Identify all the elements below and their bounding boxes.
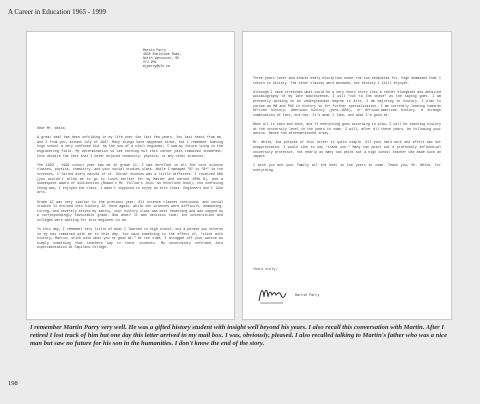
letter-body xyxy=(37,126,223,255)
page-number: 198 xyxy=(8,380,18,387)
letter-paragraph: A great deal has been unfolding in my life over the last few years. You last heard from me, and I from you, around July of 1997. Many things have happened since, but I remember leaving high school a very confused kid. As the son of a civil engineer, I saw my future lying in the engineering field. My determination to see nothing but this career path remained steadfast; this despite the fact that I never enjoyed chemistry, physics, or any other sciences. xyxy=(37,135,223,158)
letter-closing: Yours truly, xyxy=(253,268,278,272)
address-line: North Vancouver, BC xyxy=(143,56,180,60)
address-line: Martin Parry xyxy=(143,48,166,52)
letter-paragraph: When all is said and done, and if everything goes according to plan, I will be teaching history at the university level in the years to come. I will, after all these years, be following your advice. Hence the aforementioned irony. xyxy=(253,121,441,136)
letter-paragraph: To this day, I remember very little of what I learned in high school, but a phrase you uttered in my has remained with me to this day. You said something to the effect of, "stick with history, Martin; stick with what you're good at." At the time, I shrugged off your advice as simply something that teachers say to their students. My uncertainty unfolded into experimentation at Capilano College. xyxy=(37,227,223,250)
letter-page-2 xyxy=(242,31,452,320)
address-line: 3030 Edelstone Road, xyxy=(143,52,182,56)
letter-caption: I remember Martin Parry very well. He was a gifted history student with insight well beyond his years. I also recall this conversation with Martin. After I retired I lost track of him but one day this letter arrived in my mail box. I was, obviously, pleased. I also recalled talking to Martin's father who was a nice man but saw no future for his son in the humanities. I don't know the end of the story. xyxy=(30,324,448,348)
sender-address xyxy=(143,48,181,68)
letter-page-1 xyxy=(26,31,235,320)
letter-paragraph: The 1993 - 1996 school year saw me in grade 11. I was enrolled in all the core science classes, physics, chemistry, and your social studies class. While I managed "B" to "B+" in the sciences, I failed every minute of it. Social studies was a little different. I received 96% (you wouldn't allow me to go to lunch earlier for my Master and earned 100% B), and a subsequent award of distinction (Rowan's Mt. Follow's Join, an excellent book); the confusing thing was, I enjoyed the class. I wasn't supposed to enjoy an arts class. Engineers don't like arts. xyxy=(37,162,223,195)
letter-paragraph: Although I have stretched what could be a very short story into a rather elongated and detailed autobiography of my late adolescence, I will "cut to the chase" as the saying goes. I am presently working on an undergraduate degree in Arts. I am majoring in history. I plan to pursue an MA and PhD in history so for further specialization, I am currently leaning towards African history, American history (post-1850), or African-American history. A strange combination of fact, but hey. It's what I like, and what I'm good at. xyxy=(253,89,441,117)
letter-body xyxy=(253,76,441,177)
page-title: A Career in Education 1965 - 1999 xyxy=(8,8,106,16)
handwritten-signature xyxy=(257,283,287,305)
letter-paragraph: I wish you and your family all the best in the years to come. Thank you, Mr. White, for everything. xyxy=(253,163,441,172)
signature-name: Martin Parry xyxy=(295,294,320,298)
letter-paragraph: Three years later and almost every discipline under the sun exhausted for, high demanded that I return to history. The other classes were mundane, but history I still enjoyed. xyxy=(253,76,441,85)
address-line: V7J 2M1 xyxy=(143,60,157,64)
letter-paragraph: Mr. White, the purpose of this letter is quite simple. All your hard work and effort was not unappreciated. I would like to say "thank you." Many can point out a profoundly influential university professor, not nearly as many can point out a high school teacher who made such an impact. xyxy=(253,140,441,159)
letter-paragraph: Grade 12 was very similar to the previous year. All science classes continued, and social studies 11 evolved into history 12. Once again, while the sciences were difficult, demanding, tiring, and severely tested my sanity, your history class was most rewarding and was capped by a correspondingly favourable grade. Now what? It was decision time; the universities and colleges were waiting for this engineer-to-be. xyxy=(37,199,223,222)
salutation: Dear Mr. White, xyxy=(37,126,67,130)
address-line: mjparry@sfu.ca xyxy=(143,64,170,68)
